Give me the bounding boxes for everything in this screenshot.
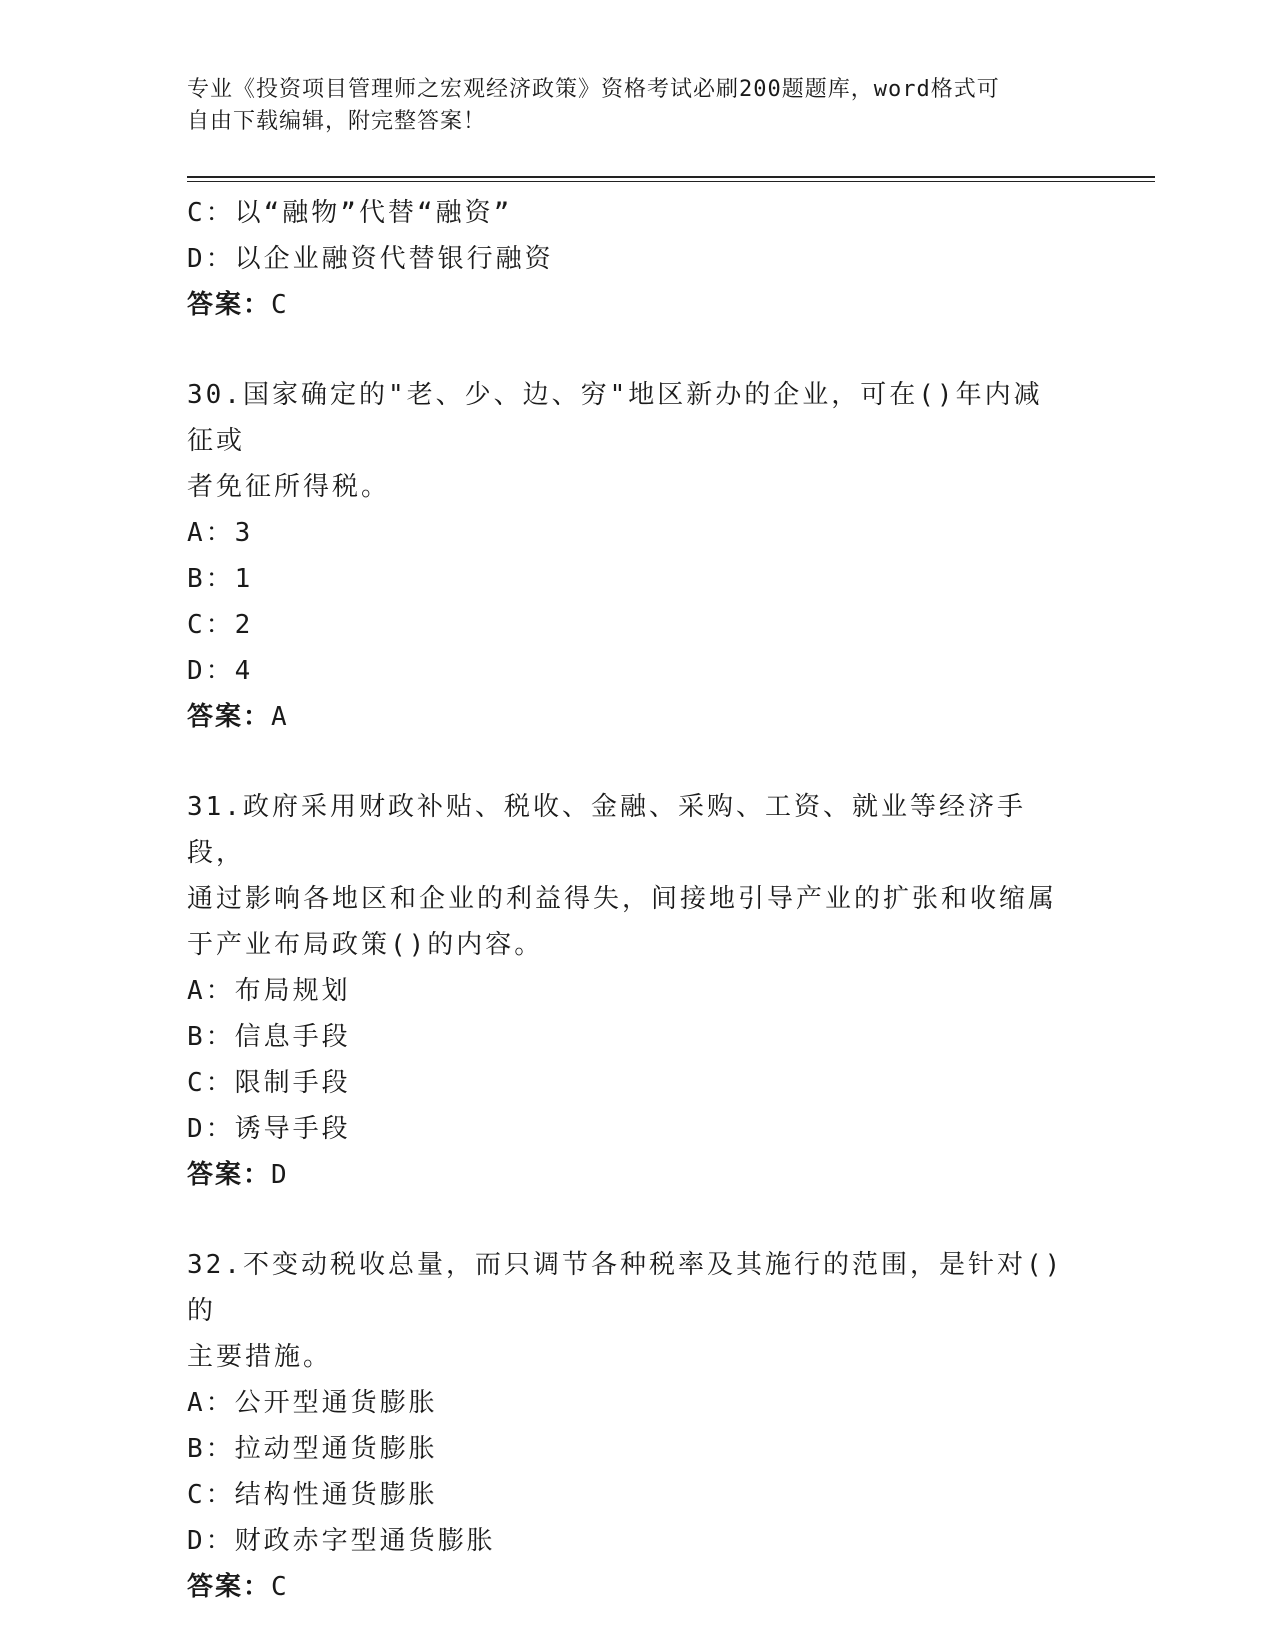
option-a: A：3 — [187, 518, 254, 548]
answer-value: C — [271, 290, 288, 320]
question-stem — [187, 372, 1067, 510]
option-c: C：结构性通货膨胀 — [187, 1480, 438, 1510]
page-header — [187, 74, 1067, 138]
answer-line — [187, 694, 1087, 740]
option-c: C：2 — [187, 610, 254, 640]
header-divider-thick — [187, 176, 1155, 178]
question-list — [187, 190, 1087, 1610]
header-line-2: 自由下载编辑，附完整答案！ — [187, 109, 487, 134]
option-b: B：拉动型通货膨胀 — [187, 1434, 438, 1464]
stem-line: 主要措施。 — [187, 1342, 333, 1372]
stem-line: 者免征所得税。 — [187, 472, 391, 502]
option-c: C：以“融物”代替“融资” — [187, 198, 513, 228]
stem-line: 31.政府采用财政补贴、税收、金融、采购、工资、就业等经济手段， — [187, 792, 1026, 868]
answer-line — [187, 1564, 1087, 1610]
option-d: D：4 — [187, 656, 254, 686]
answer-label: 答案： — [187, 702, 272, 732]
option-a: A：公开型通货膨胀 — [187, 1388, 438, 1418]
answer-line — [187, 1152, 1087, 1198]
option-b: B：信息手段 — [187, 1022, 351, 1052]
option-b: B：1 — [187, 564, 254, 594]
answer-line — [187, 282, 1087, 328]
stem-line: 32.不变动税收总量，而只调节各种税率及其施行的范围，是针对()的 — [187, 1250, 1064, 1326]
answer-value: A — [271, 702, 288, 732]
question-29-continued — [187, 190, 1087, 328]
stem-line: 于产业布局政策()的内容。 — [187, 930, 544, 960]
answer-label: 答案： — [187, 290, 272, 320]
option-c: C：限制手段 — [187, 1068, 351, 1098]
question-31 — [187, 784, 1087, 1198]
answer-label: 答案： — [187, 1572, 272, 1602]
stem-line: 30.国家确定的"老、少、边、穷"地区新办的企业，可在()年内减征或 — [187, 380, 1043, 456]
question-stem — [187, 784, 1067, 968]
answer-value: D — [271, 1160, 288, 1190]
option-a: A：布局规划 — [187, 976, 351, 1006]
header-divider-thin — [187, 181, 1155, 182]
answer-label: 答案： — [187, 1160, 272, 1190]
question-stem — [187, 1242, 1067, 1380]
stem-line: 通过影响各地区和企业的利益得失，间接地引导产业的扩张和收缩属 — [187, 884, 1058, 914]
answer-value: C — [271, 1572, 288, 1602]
header-line-1: 专业《投资项目管理师之宏观经济政策》资格考试必刷200题题库，word格式可 — [187, 77, 1000, 102]
option-d: D：财政赤字型通货膨胀 — [187, 1526, 496, 1556]
option-d: D：诱导手段 — [187, 1114, 351, 1144]
question-32 — [187, 1242, 1087, 1610]
question-30 — [187, 372, 1087, 740]
option-d: D：以企业融资代替银行融资 — [187, 244, 554, 274]
